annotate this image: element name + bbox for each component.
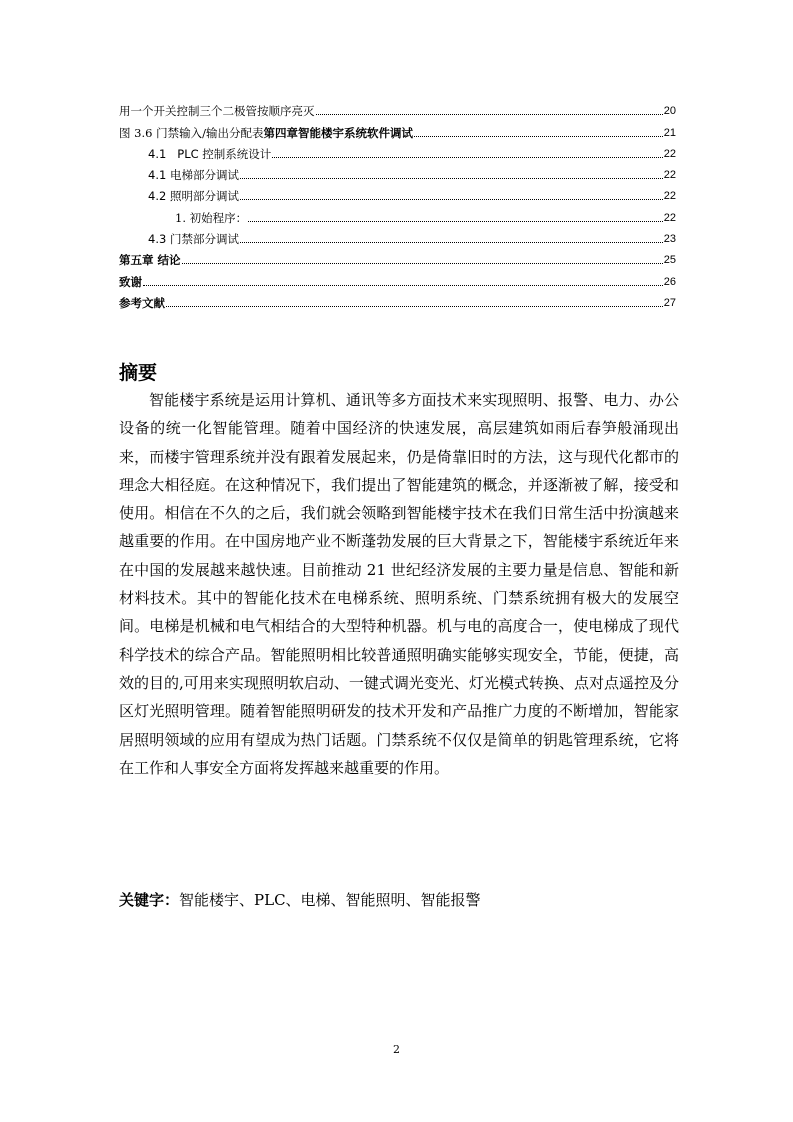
toc-entry-page: 22 <box>663 211 676 224</box>
toc-entry-title: 参考文献 <box>119 295 165 310</box>
toc-entry[interactable] <box>119 140 676 161</box>
toc-leader-dots <box>414 135 663 137</box>
toc-entry-title: 第五章 结论 <box>119 253 181 268</box>
toc-entry[interactable] <box>119 289 676 310</box>
toc-entry[interactable] <box>119 225 676 246</box>
toc-entry-title: 4.1 电梯部分调试 <box>148 168 239 183</box>
toc-entry-page: 22 <box>663 169 676 182</box>
keywords-value: 智能楼宇、PLC、电梯、智能照明、智能报警 <box>179 891 481 909</box>
table-of-contents <box>119 97 676 310</box>
toc-entry-page: 25 <box>663 254 676 267</box>
toc-entry-page: 26 <box>663 275 676 288</box>
toc-entry[interactable] <box>119 118 676 139</box>
toc-entry-title <box>119 126 413 140</box>
keywords-label: 关键字： <box>119 891 180 909</box>
toc-leader-dots <box>166 305 663 307</box>
toc-entry-page: 20 <box>663 105 676 118</box>
abstract-body: 智能楼宇系统是运用计算机、通讯等多方面技术来实现照明、报警、电力、办公设备的统一化智能管理。随着中国经济的快速发展，高层建筑如雨后春笋般涌现出来，而楼宇管理系统并没有跟着发展起来，仍是倚靠旧时的方法，这与现代化都市的理念大相径庭。在这种情况下，我们提出了智能建筑的概念，并逐渐被了解，接受和使用。相信在不久的之后，我们就会领略到智能楼宇技术在我们日常生活中扮演越来越重要的作用。在中国房地产业不断蓬勃发展的巨大背景之下，智能楼宇系统近年来在中国的发展越来越快速。目前推动 21 世纪经济发展的主要力量是信息、智能和新材料技术。其中的智能化技术在电梯系统、照明系统、门禁系统拥有极大的发展空间。电梯是机械和电气相结合的大型特种机器。机与电的高度合一，使电梯成了现代科学技术的综合产品。智能照明相比较普通照明确实能够实现安全，节能，便捷，高效的目的,可用来实现照明软启动、一键式调光变光、灯光模式转换、点对点遥控及分区灯光照明管理。随着智能照明研发的技术开发和产品推广力度的不断增加，智能家居照明领域的应用有望成为热门话题。门禁系统不仅仅是简单的钥匙管理系统，它将在工作和人事安全方面将发挥越来越重要的作用。 <box>119 391 679 777</box>
toc-entry-page: 22 <box>663 190 676 203</box>
keywords-line <box>119 889 481 910</box>
toc-entry-page: 22 <box>663 147 676 160</box>
toc-leader-dots <box>248 220 663 222</box>
toc-entry-page: 23 <box>663 233 676 246</box>
toc-entry-title: 1. 初始程序： <box>175 210 248 225</box>
toc-entry[interactable] <box>119 182 676 203</box>
toc-entry-title-part: 图 3.6 门禁输入/输出分配表 <box>119 125 264 140</box>
toc-entry-title: 致谢 <box>119 274 142 289</box>
toc-entry[interactable] <box>119 203 676 224</box>
toc-entry[interactable] <box>119 246 676 267</box>
toc-entry-title: 4.2 照明部分调试 <box>148 189 239 204</box>
toc-leader-dots <box>240 177 663 179</box>
toc-leader-dots <box>316 113 663 115</box>
toc-entry-title: 4.1 PLC 控制系统设计 <box>148 146 272 161</box>
toc-leader-dots <box>240 241 663 243</box>
toc-entry[interactable] <box>119 97 676 118</box>
toc-entry[interactable] <box>119 161 676 182</box>
toc-entry-title: 用一个开关控制三个二极管按顺序亮灭 <box>119 104 315 119</box>
toc-leader-dots <box>240 198 663 200</box>
toc-entry-page: 21 <box>663 126 676 139</box>
toc-entry[interactable] <box>119 267 676 288</box>
toc-leader-dots <box>143 284 663 286</box>
toc-entry-title: 4.3 门禁部分调试 <box>148 232 239 247</box>
abstract-heading: 摘要 <box>119 362 158 384</box>
toc-leader-dots <box>182 262 663 264</box>
page-number: 2 <box>393 1043 400 1056</box>
toc-entry-page: 27 <box>663 296 676 309</box>
toc-entry-title-bold: 第四章智能楼宇系统软件调试 <box>263 125 413 140</box>
toc-leader-dots <box>272 156 662 158</box>
